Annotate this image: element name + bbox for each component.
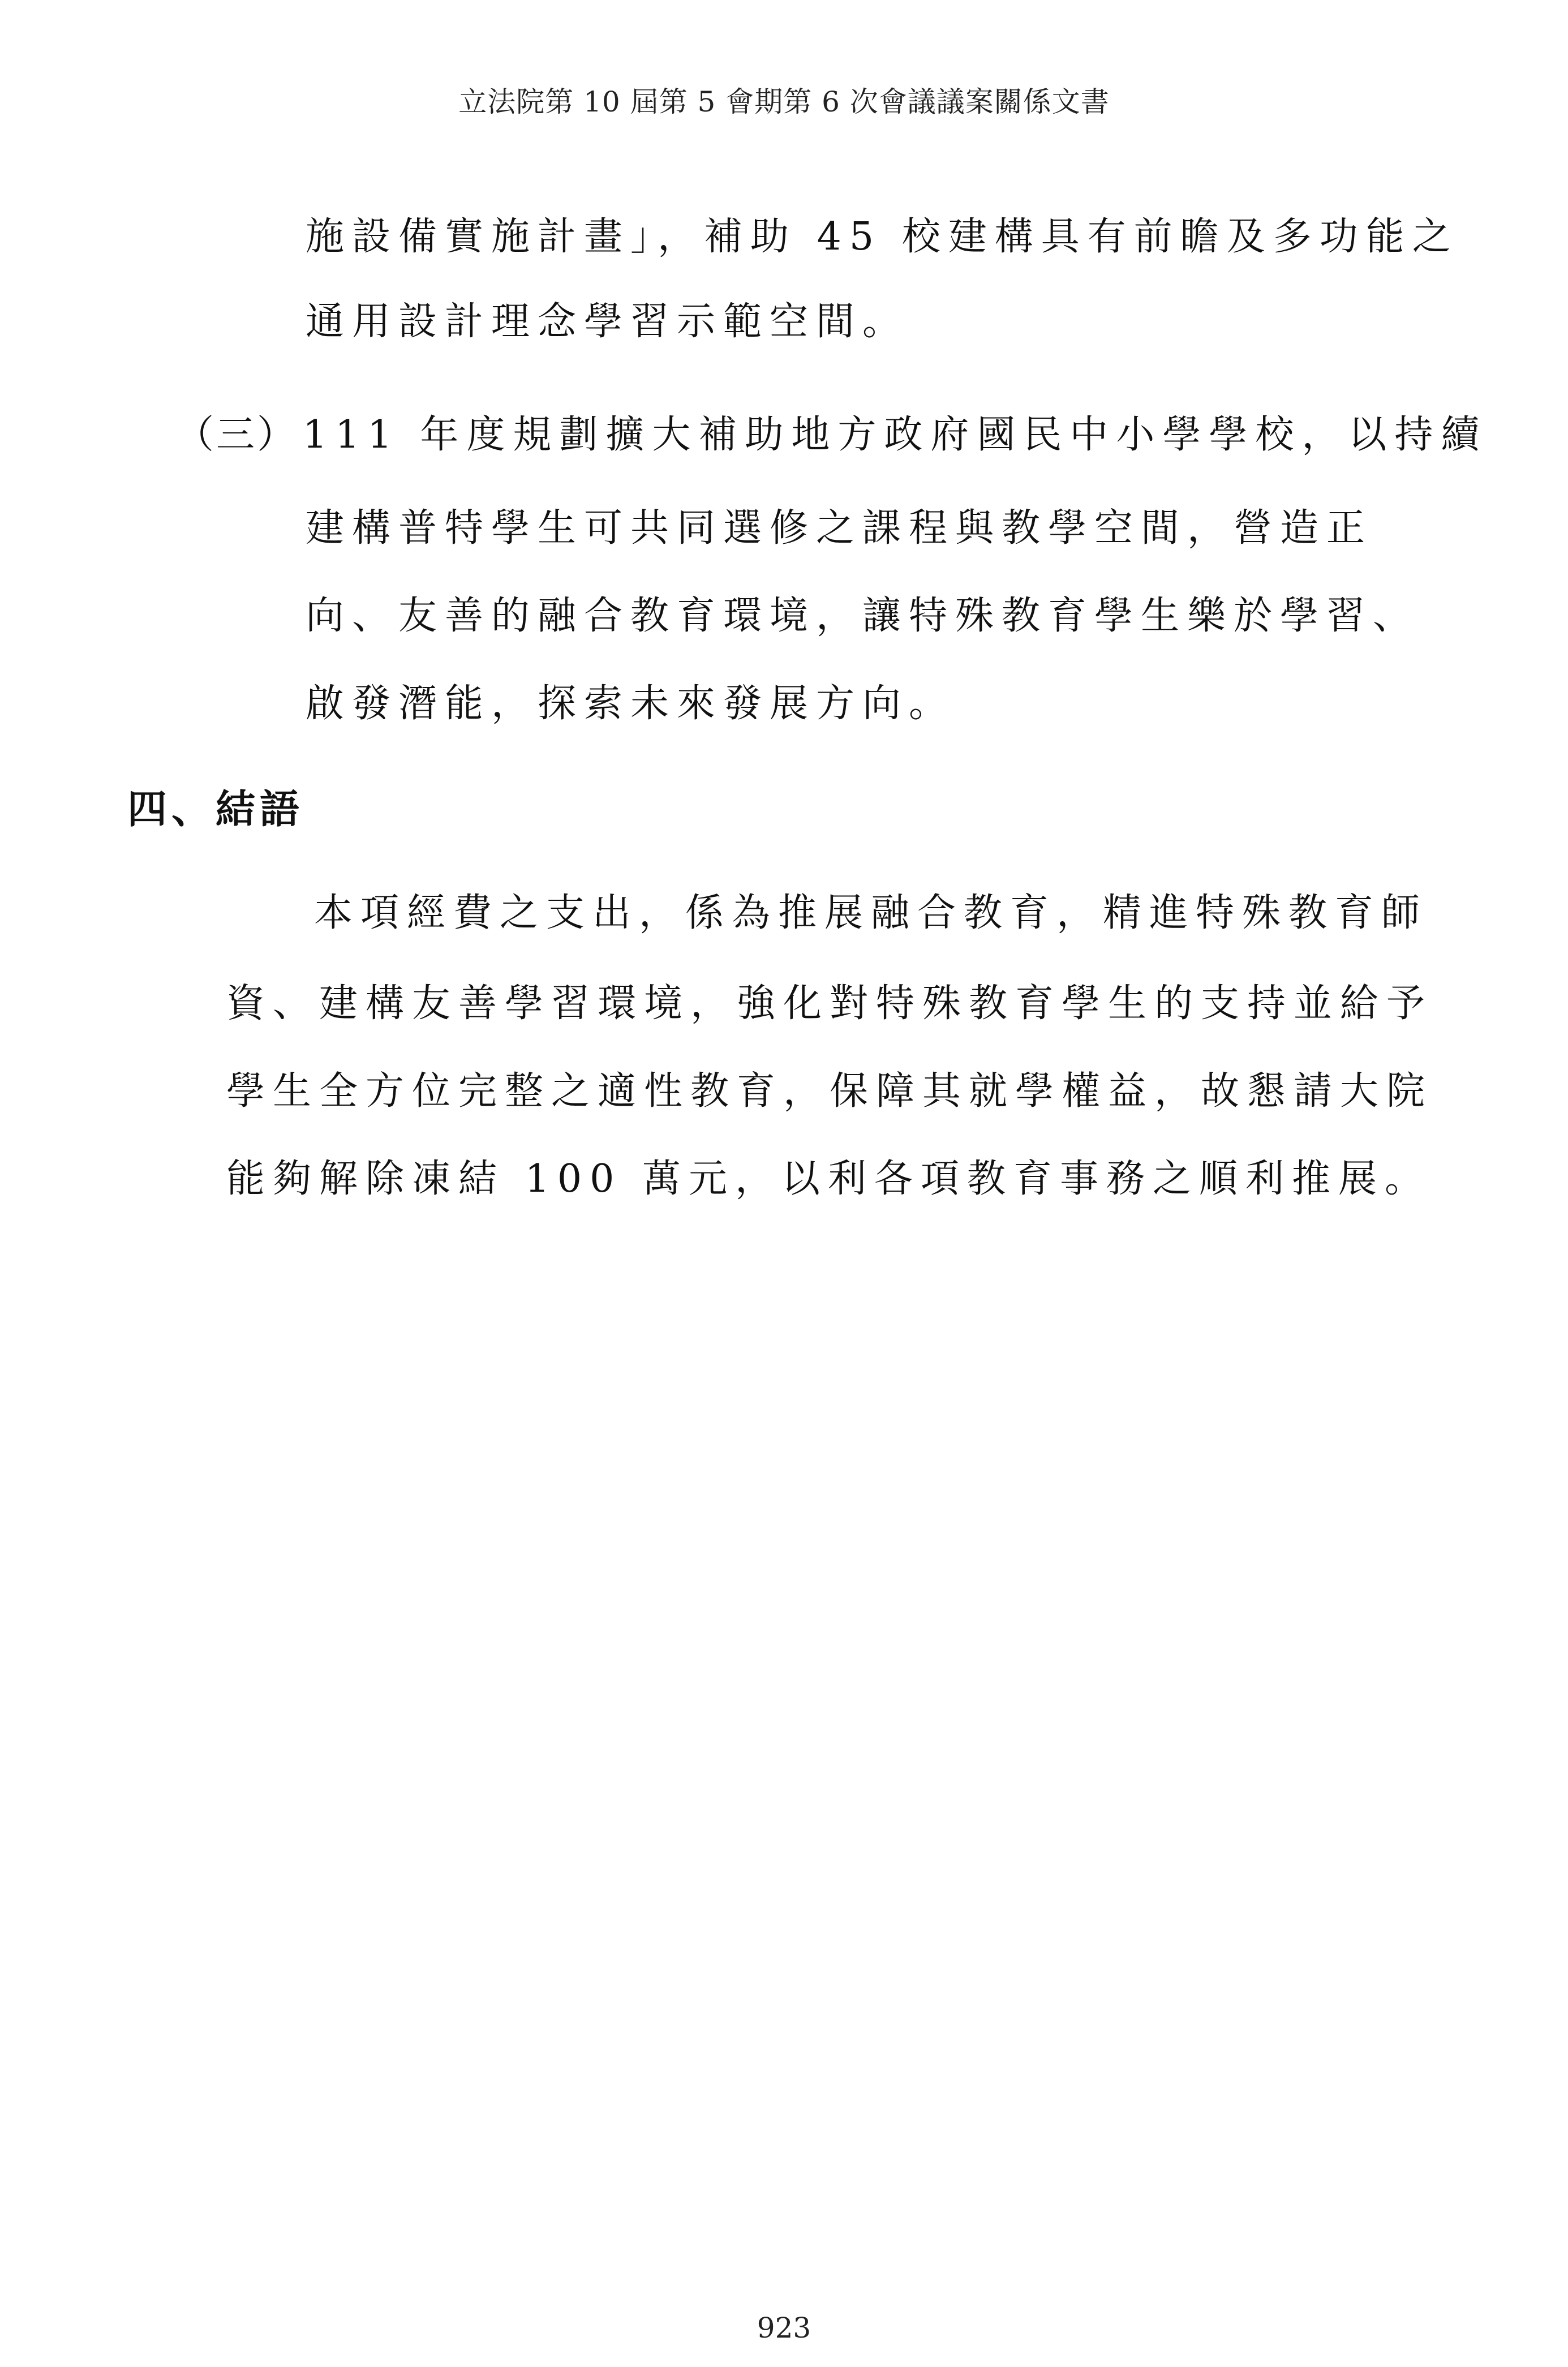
conclusion-line-4: 能夠解除凍結 100 萬元，以利各項教育事務之順利推展。 [226,1157,1432,1201]
section-four-heading: 四、結語 [127,785,304,832]
conclusion-line-2: 資、建構友善學習環境，強化對特殊教育學生的支持並給予 [226,981,1433,1026]
item-three-line-1: 111 年度規劃擴大補助地方政府國民中小學學校，以持續 [303,413,1488,457]
page-number: 923 [757,2312,811,2344]
continuation-line-1: 施設備實施計畫」，補助 45 校建構具有前瞻及多功能之 [306,214,1459,259]
continuation-line-2: 通用設計理念學習示範空間。 [306,299,909,344]
document-header: 立法院第 10 屆第 5 會期第 6 次會議議案關係文書 [458,85,1110,118]
item-three-line-4: 啟發潛能，探索未來發展方向。 [306,681,956,726]
conclusion-line-1: 本項經費之支出，係為推展融合教育，精進特殊教育師 [314,891,1428,935]
item-three-line-2: 建構普特學生可共同選修之課程與教學空間，營造正 [306,506,1373,551]
item-three-marker: （三） [175,413,298,457]
conclusion-line-3: 學生全方位完整之適性教育，保障其就學權益，故懇請大院 [226,1069,1433,1114]
item-three-line-3: 向、友善的融合教育環境，讓特殊教育學生樂於學習、 [306,594,1420,638]
